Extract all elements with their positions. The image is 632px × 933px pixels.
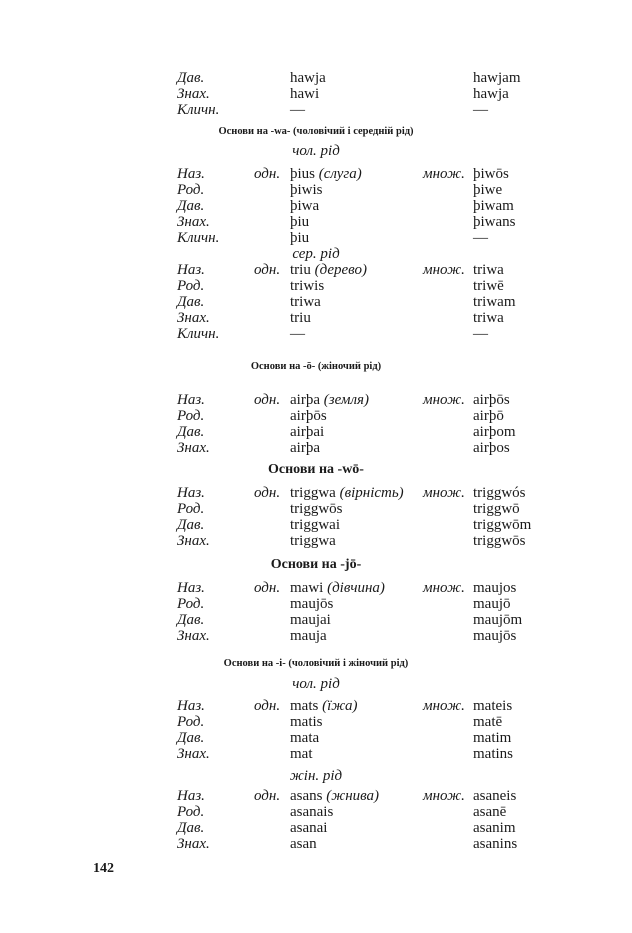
plural-form: asanins [473, 836, 518, 852]
number-label-plural: множ. [423, 392, 465, 408]
case-label: Наз. [177, 580, 205, 596]
plural-form: — [473, 102, 488, 118]
plural-form: matim [473, 730, 512, 746]
case-label: Знах. [177, 214, 210, 230]
number-label-plural: множ. [423, 580, 465, 596]
singular-form: airþa [290, 392, 320, 408]
case-label: Род. [177, 596, 205, 612]
plural-form: airþom [473, 424, 516, 440]
case-label: Дав. [177, 730, 205, 746]
plural-form: triwa [473, 262, 504, 278]
gloss: (земля) [323, 392, 369, 408]
plural-form: maujō [473, 596, 511, 612]
declension-row [0, 730, 632, 746]
section-heading: Основи на -wa- (чоловічий і середній рід) [218, 126, 414, 137]
plural-form: hawja [473, 86, 509, 102]
singular-form-cell [290, 628, 327, 644]
singular-form: mats [290, 698, 319, 714]
singular-form-cell [290, 820, 327, 836]
singular-form: hawja [290, 70, 326, 86]
number-label-singular: одн. [254, 788, 281, 804]
declension-row [0, 533, 632, 549]
plural-form: airþōs [473, 392, 510, 408]
number-label-singular: одн. [254, 698, 281, 714]
page-number: 142 [93, 861, 114, 876]
gender-subheading: жін. рід [289, 768, 343, 784]
singular-form-cell [290, 730, 319, 746]
plural-form: matē [473, 714, 503, 730]
plural-form: maujos [473, 580, 517, 596]
plural-form: triggwōs [473, 533, 526, 549]
case-label: Знах. [177, 746, 210, 762]
case-label: Род. [177, 804, 205, 820]
singular-form: þiwis [290, 182, 323, 198]
declension-row [0, 70, 632, 86]
case-label: Кличн. [177, 326, 220, 342]
singular-form-cell [290, 596, 333, 612]
declension-row [0, 501, 632, 517]
declension-row [0, 628, 632, 644]
case-label: Наз. [177, 698, 205, 714]
plural-form: asaneis [473, 788, 517, 804]
number-label-plural: множ. [423, 698, 465, 714]
singular-form-cell [290, 198, 319, 214]
singular-form: asanai [290, 820, 328, 836]
plural-form: maujōs [473, 628, 517, 644]
singular-form: — [290, 326, 305, 342]
plural-form: triwē [473, 278, 504, 294]
case-label: Род. [177, 278, 205, 294]
singular-form: triwa [290, 294, 321, 310]
singular-form: þius [290, 166, 316, 182]
declension-row [0, 278, 632, 294]
case-label: Кличн. [177, 102, 220, 118]
case-label: Знах. [177, 836, 210, 852]
plural-form: — [473, 230, 488, 246]
case-label: Дав. [177, 820, 205, 836]
plural-form: maujōm [473, 612, 523, 628]
singular-form-cell [290, 214, 309, 230]
singular-form-cell [290, 533, 336, 549]
singular-form-cell [290, 424, 324, 440]
singular-form-cell [290, 580, 385, 596]
plural-form: triwa [473, 310, 504, 326]
declension-row [0, 485, 632, 501]
plural-form: triggwōm [473, 517, 532, 533]
singular-form-cell [290, 501, 343, 517]
number-label-singular: одн. [254, 166, 281, 182]
case-label: Род. [177, 501, 205, 517]
singular-form-cell [290, 70, 326, 86]
section-heading: Основи на -wō- [268, 462, 364, 477]
gloss: (жнива) [326, 788, 380, 804]
singular-form: mawi [290, 580, 324, 596]
singular-form-cell [290, 278, 324, 294]
number-label-plural: множ. [423, 262, 465, 278]
gloss: (вірність) [339, 485, 404, 501]
number-label-singular: одн. [254, 392, 281, 408]
plural-form: asanē [473, 804, 507, 820]
singular-form-cell [290, 230, 309, 246]
singular-form: þiu [290, 214, 310, 230]
singular-form-cell [290, 392, 369, 408]
declension-row [0, 612, 632, 628]
declension-row [0, 517, 632, 533]
section-heading: Основи на -і- (чоловічий і жіночий рід) [223, 658, 409, 669]
gender-subheading: чол. рід [292, 143, 340, 159]
case-label: Наз. [177, 166, 205, 182]
plural-form: triggwō [473, 501, 520, 517]
singular-form: triggwai [290, 517, 340, 533]
declension-row [0, 262, 632, 278]
singular-form-cell [290, 698, 358, 714]
declension-row [0, 424, 632, 440]
singular-form: triu [290, 310, 311, 326]
singular-form: triggwa [290, 485, 336, 501]
singular-form-cell [290, 485, 404, 501]
number-label-plural: множ. [423, 485, 465, 501]
case-label: Род. [177, 182, 205, 198]
singular-form-cell [290, 408, 327, 424]
singular-form-cell [290, 440, 320, 456]
singular-form: matis [290, 714, 323, 730]
gender-subheading: чол. рід [292, 676, 340, 692]
singular-form: airþai [290, 424, 325, 440]
plural-form: airþō [473, 408, 504, 424]
singular-form: þiwa [290, 198, 320, 214]
case-label: Род. [177, 714, 205, 730]
declension-row [0, 102, 632, 118]
case-label: Наз. [177, 392, 205, 408]
singular-form-cell [290, 714, 323, 730]
singular-form-cell [290, 746, 313, 762]
singular-form-cell [290, 804, 333, 820]
singular-form-cell [290, 326, 305, 342]
singular-form: maujōs [290, 596, 334, 612]
declension-row [0, 788, 632, 804]
declension-row [0, 392, 632, 408]
singular-form-cell [290, 86, 319, 102]
section-heading: Основи на -ō- (жіночий рід) [250, 361, 382, 372]
singular-form: mat [290, 746, 313, 762]
singular-form-cell [290, 310, 311, 326]
declension-row [0, 714, 632, 730]
declension-row [0, 166, 632, 182]
case-label: Дав. [177, 70, 205, 86]
declension-row [0, 230, 632, 246]
gloss: (їжа) [322, 698, 358, 714]
declension-row [0, 86, 632, 102]
case-label: Дав. [177, 198, 205, 214]
declension-row [0, 580, 632, 596]
number-label-plural: множ. [423, 166, 465, 182]
singular-form: triwis [290, 278, 325, 294]
singular-form: triggwōs [290, 501, 343, 517]
singular-form-cell [290, 517, 340, 533]
singular-form: asanais [290, 804, 334, 820]
case-label: Знах. [177, 86, 210, 102]
plural-form: airþos [473, 440, 510, 456]
case-label: Дав. [177, 612, 205, 628]
declension-row [0, 820, 632, 836]
number-label-singular: одн. [254, 485, 281, 501]
singular-form-cell [290, 788, 379, 804]
singular-form: þiu [290, 230, 310, 246]
case-label: Дав. [177, 294, 205, 310]
singular-form-cell [290, 262, 367, 278]
plural-form: þiwam [473, 198, 514, 214]
case-label: Кличн. [177, 230, 220, 246]
declension-row [0, 746, 632, 762]
gloss: (дівчина) [327, 580, 385, 596]
case-label: Наз. [177, 262, 205, 278]
declension-row [0, 294, 632, 310]
case-label: Дав. [177, 424, 205, 440]
number-label-singular: одн. [254, 262, 281, 278]
singular-form: maujai [290, 612, 331, 628]
singular-form: asans [290, 788, 323, 804]
case-label: Знах. [177, 533, 210, 549]
singular-form-cell [290, 102, 305, 118]
plural-form: — [473, 326, 488, 342]
plural-form: þiwōs [473, 166, 509, 182]
plural-form: hawjam [473, 70, 521, 86]
declension-row [0, 804, 632, 820]
singular-form: triggwa [290, 533, 336, 549]
plural-form: þiwe [473, 182, 503, 198]
singular-form: — [290, 102, 305, 118]
declension-row [0, 596, 632, 612]
singular-form: mauja [290, 628, 327, 644]
singular-form-cell [290, 166, 362, 182]
plural-form: matins [473, 746, 513, 762]
case-label: Знах. [177, 628, 210, 644]
plural-form: mateis [473, 698, 513, 714]
declension-row [0, 198, 632, 214]
gloss: (дерево) [314, 262, 367, 278]
declension-row [0, 182, 632, 198]
plural-form: triwam [473, 294, 516, 310]
case-label: Наз. [177, 788, 205, 804]
declension-row [0, 698, 632, 714]
plural-form: þiwans [473, 214, 516, 230]
declension-row [0, 440, 632, 456]
singular-form-cell [290, 612, 331, 628]
gender-subheading: сер. рід [292, 246, 340, 262]
case-label: Род. [177, 408, 205, 424]
singular-form: hawi [290, 86, 320, 102]
number-label-plural: множ. [423, 788, 465, 804]
number-label-singular: одн. [254, 580, 281, 596]
section-heading: Основи на -jō- [270, 557, 362, 572]
plural-form: triggwós [473, 485, 526, 501]
singular-form: airþa [290, 440, 320, 456]
declension-row [0, 408, 632, 424]
case-label: Знах. [177, 440, 210, 456]
plural-form: asanim [473, 820, 516, 836]
declension-row [0, 326, 632, 342]
singular-form: triu [290, 262, 311, 278]
declension-row [0, 310, 632, 326]
singular-form: airþōs [290, 408, 327, 424]
declension-row [0, 214, 632, 230]
singular-form: mata [290, 730, 320, 746]
declension-row [0, 836, 632, 852]
singular-form-cell [290, 182, 323, 198]
gloss: (слуга) [318, 166, 362, 182]
singular-form-cell [290, 294, 321, 310]
singular-form: asan [290, 836, 317, 852]
singular-form-cell [290, 836, 317, 852]
case-label: Дав. [177, 517, 205, 533]
case-label: Наз. [177, 485, 205, 501]
case-label: Знах. [177, 310, 210, 326]
